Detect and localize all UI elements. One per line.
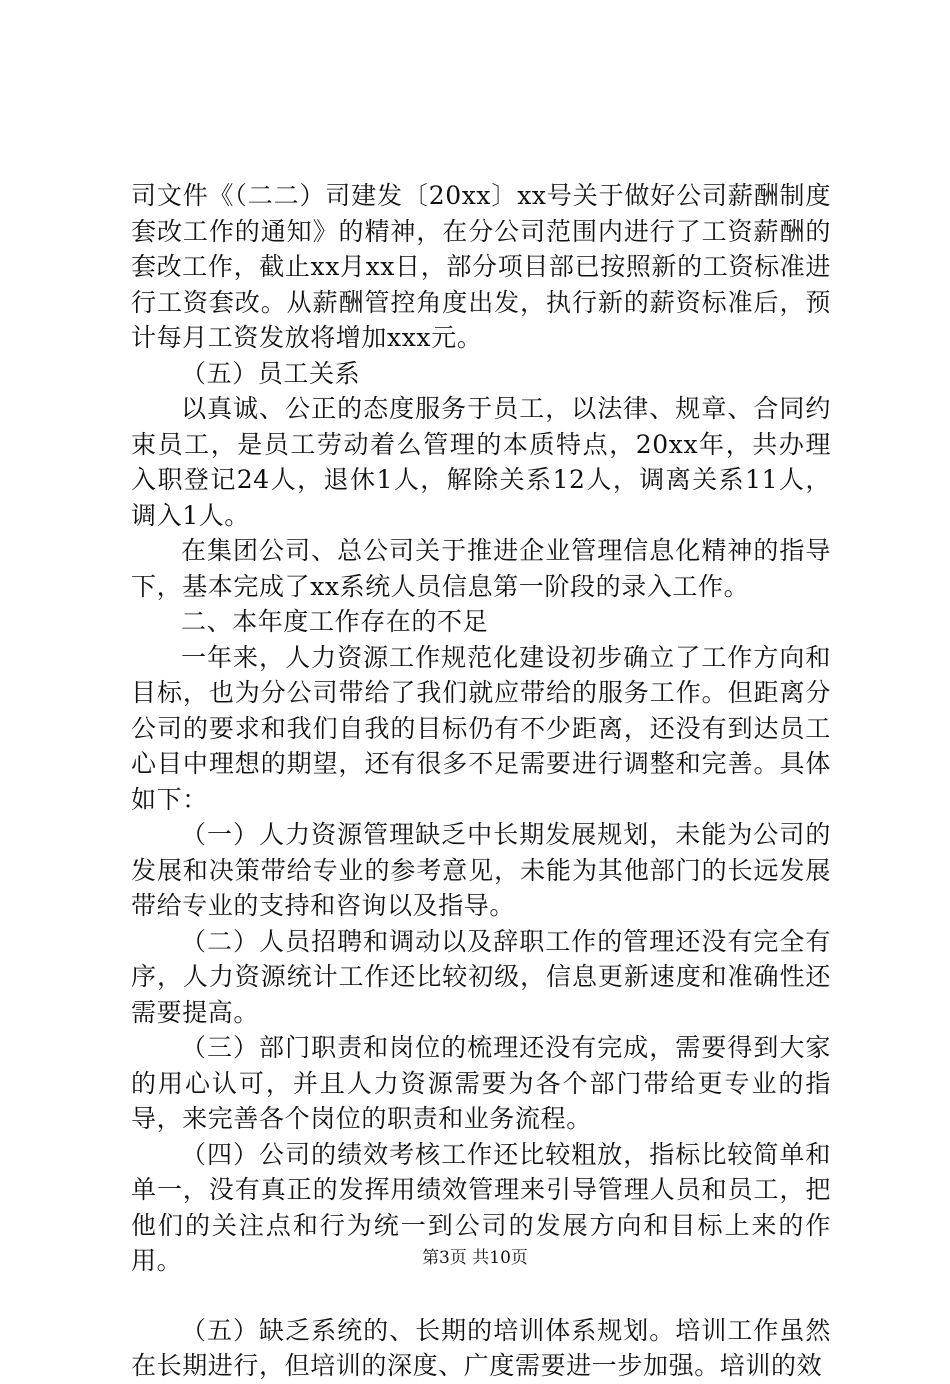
section-heading-shortcomings: 二、本年度工作存在的不足 [181,607,489,636]
paragraph-employee-relations: 以真诚、公正的态度服务于员工，以法律、规章、合同约束员工，是员工劳动着么管理的本质特点，20xx年，共办理入职登记24人，退休1人，解除关系12人，调离关系11人，调入1人。 [131,394,831,530]
paragraph-shortcoming-2: （二）人员招聘和调动以及辞职工作的管理还没有完全有序，人力资源统计工作还比较初级，信息更新速度和准确性还需要提高。 [131,926,831,1027]
paragraph-shortcoming-4: （四）公司的绩效考核工作还比较粗放，指标比较简单和单一，没有真正的发挥用绩效管理来引导管理人员和员工，把他们的关注点和行为统一到公司的发展方向和目标上来的作用。 [131,1139,831,1275]
paragraph-salary-reform: 司文件《（二二）司建发〔20xx〕xx号关于做好公司薪酬制度套改工作的通知》的精神，在分公司范围内进行了工资薪酬的套改工作，截止xx月xx日，部分项目部已按照新的工资标准进行工资套改。从薪酬管控角度出发，执行新的薪资标准后，预计每月工资发放将增加xxx元。 [131,181,831,352]
paragraph-spacer [131,1279,831,1313]
section-heading-employee-relations: （五）员工关系 [181,358,361,388]
document-body [131,178,831,1384]
paragraph-shortcoming-5: （五）缺乏系统的、长期的培训体系规划。培训工作虽然在长期进行，但培训的深度、广度需要进一步加强。培训的效 [131,1315,831,1380]
paragraph-shortcoming-1: （一）人力资源管理缺乏中长期发展规划，未能为公司的发展和决策带给专业的参考意见，未能为其他部门的长远发展带给专业的支持和咨询以及指导。 [131,820,831,920]
paragraph-shortcomings-intro: 一年来，人力资源工作规范化建设初步确立了工作方向和目标，也为分公司带给了我们就应带给的服务工作。但距离分公司的要求和我们自我的目标仍有不少距离，还没有到达员工心目中理想的期望，还有很多不足需要进行调整和完善。具体如下： [131,642,831,814]
page-number-footer: 第3页 共10页 [422,1248,528,1268]
paragraph-information-system: 在集团公司、总公司关于推进企业管理信息化精神的指导下，基本完成了xx系统人员信息第一阶段的录入工作。 [131,536,831,601]
paragraph-shortcoming-3: （三）部门职责和岗位的梳理还没有完成，需要得到大家的用心认可，并且人力资源需要为各个部门带给更专业的指导，来完善各个岗位的职责和业务流程。 [131,1033,831,1133]
